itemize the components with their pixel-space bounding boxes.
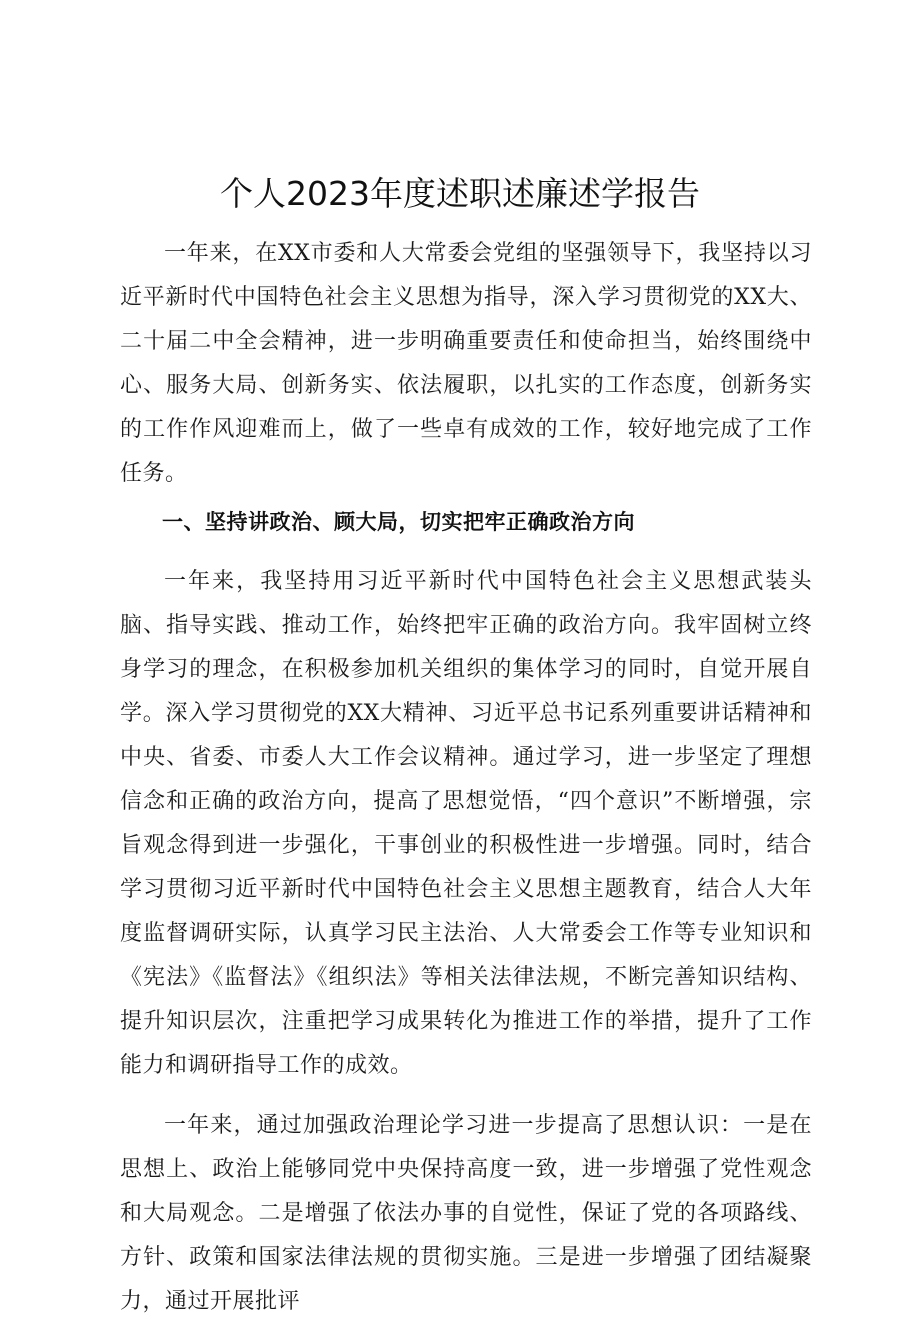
section-1-paragraph-2: 一年来，通过加强政治理论学习进一步提高了思想认识：一是在思想上、政治上能够同党中央保持高度一致，进一步增强了党性观念和大局观念。二是增强了依法办事的自觉性，保证了党的各项路线、方针、政策和国家法律法规的贯彻实施。三是进一步增强了团结凝聚力，通过开展批评: [120, 1113, 812, 1314]
section-1-paragraph-1: 一年来，我坚持用习近平新时代中国特色社会主义思想武装头脑、指导实践、推动工作，始终把牢正确的政治方向。我牢固树立终身学习的理念，在积极参加机关组织的集体学习的同时，自觉开展自学。深入学习贯彻党的XX大精神、习近平总书记系列重要讲话精神和中央、省委、市委人大工作会议精神。通过学习，进一步坚定了理想信念和正确的政治方向，提高了思想觉悟，“四个意识”不断增强，宗旨观念得到进一步强化，干事创业的积极性进一步增强。同时，结合学习贯彻习近平新时代中国特色社会主义思想主题教育，结合人大年度监督调研实际，认真学习民主法治、人大常委会工作等专业知识和《宪法》《监督法》《组织法》等相关法律法规，不断完善知识结构、提升知识层次，注重把学习成果转化为推进工作的举措，提升了工作能力和调研指导工作的成效。: [120, 569, 812, 1078]
section-heading-1: 一、坚持讲政治、顾大局，切实把牢正确政治方向: [162, 510, 635, 534]
intro-paragraph: 一年来，在XX市委和人大常委会党组的坚强领导下，我坚持以习近平新时代中国特色社会主义思想为指导，深入学习贯彻党的XX大、二十届二中全会精神，进一步明确重要责任和使命担当，始终围绕中心、服务大局、创新务实、依法履职，以扎实的工作态度，创新务实的工作作风迎难而上，做了一些卓有成效的工作，较好地完成了工作任务。: [120, 241, 812, 486]
document-body: [120, 232, 812, 1324]
document-title: 个人2023年度述职述廉述学报告: [220, 174, 700, 213]
